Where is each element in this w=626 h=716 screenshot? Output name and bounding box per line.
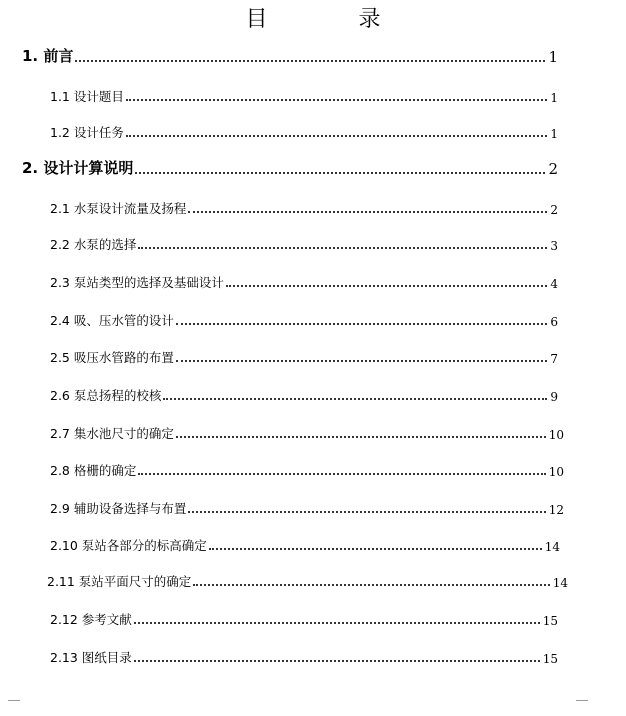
toc-entry-label: 2.9 辅助设备选择与布置	[50, 501, 187, 516]
dot-leader	[126, 123, 548, 137]
dot-leader	[193, 572, 549, 586]
toc-entry-page: 14	[552, 576, 568, 590]
toc-entry-label: 2.10 泵站各部分的标高确定	[50, 538, 207, 553]
dot-leader	[176, 311, 548, 325]
toc-entry-label: 2.6 泵总扬程的校核	[50, 388, 162, 403]
toc-entry-label: 2.4 吸、压水管的设计	[50, 313, 174, 328]
toc-entry-page: 9	[550, 390, 558, 404]
toc-entry-label: 2.13 图纸目录	[50, 650, 132, 665]
toc-entry-page: 15	[542, 614, 558, 628]
toc-entry-2-7[interactable]	[50, 420, 564, 442]
toc-entry-2-10[interactable]	[50, 532, 560, 554]
toc-entry-label: 1. 前言	[22, 47, 74, 65]
toc-entry-page: 4	[550, 277, 558, 291]
dot-leader	[176, 348, 548, 362]
dot-leader	[135, 160, 545, 174]
dot-leader	[134, 648, 540, 662]
toc-entry-page: 12	[548, 503, 564, 517]
dot-leader	[138, 461, 545, 475]
toc-entry-page: 10	[548, 428, 564, 442]
toc-entry-page: 7	[550, 352, 558, 366]
toc-entry-2[interactable]	[22, 156, 558, 178]
toc-entry-label: 2.7 集水池尺寸的确定	[50, 426, 174, 441]
toc-entry-1-1[interactable]	[50, 83, 558, 105]
dot-leader	[176, 424, 546, 438]
toc-entry-page: 6	[550, 315, 558, 329]
toc-entry-2-12[interactable]	[50, 606, 558, 628]
dot-leader	[188, 499, 545, 513]
toc-entry-2-9[interactable]	[50, 495, 564, 517]
toc-entry-label: 2. 设计计算说明	[22, 159, 134, 177]
toc-entry-label: 1.2 设计任务	[50, 125, 124, 140]
toc-entry-2-11[interactable]	[47, 568, 568, 590]
toc-entry-label: 2.11 泵站平面尺寸的确定	[47, 574, 192, 589]
dot-leader	[138, 235, 547, 249]
toc-entry-2-2[interactable]	[50, 231, 558, 253]
toc-entry-page: 3	[550, 239, 558, 253]
dot-leader	[126, 87, 548, 101]
toc-entry-page: 10	[548, 465, 564, 479]
margin-corner-mark-right	[576, 700, 588, 711]
margin-corner-mark-left	[8, 700, 20, 711]
toc-entry-2-6[interactable]	[50, 382, 558, 404]
dot-leader	[75, 48, 545, 62]
toc-entry-label: 2.3 泵站类型的选择及基础设计	[50, 275, 224, 290]
dot-leader	[226, 273, 548, 287]
toc-entry-label: 2.2 水泵的选择	[50, 237, 137, 252]
dot-leader	[134, 610, 540, 624]
toc-title: 目 录	[245, 7, 423, 32]
toc-entry-label: 2.5 吸压水管路的布置	[50, 350, 174, 365]
toc-entry-2-1[interactable]	[50, 195, 558, 217]
toc-entry-page: 2	[548, 160, 558, 178]
toc-entry-1-2[interactable]	[50, 119, 558, 141]
dot-leader	[163, 386, 547, 400]
toc-entry-page: 1	[548, 48, 558, 66]
toc-entry-1[interactable]	[22, 44, 558, 66]
toc-entry-page: 2	[550, 203, 558, 217]
toc-entry-label: 2.8 格栅的确定	[50, 463, 137, 478]
dot-leader	[188, 199, 547, 213]
toc-entry-2-3[interactable]	[50, 269, 558, 291]
toc-entry-2-13[interactable]	[50, 644, 558, 666]
dot-leader	[209, 536, 542, 550]
toc-entry-2-5[interactable]	[50, 344, 558, 366]
toc-entry-page: 1	[550, 127, 558, 141]
toc-entry-2-4[interactable]	[50, 307, 558, 329]
toc-entry-2-8[interactable]	[50, 457, 564, 479]
toc-entry-page: 14	[544, 540, 560, 554]
toc-entry-label: 2.12 参考文献	[50, 612, 132, 627]
toc-entry-label: 1.1 设计题目	[50, 89, 124, 104]
toc-entry-page: 15	[542, 652, 558, 666]
toc-entry-page: 1	[550, 91, 558, 105]
toc-entry-label: 2.1 水泵设计流量及扬程	[50, 201, 187, 216]
